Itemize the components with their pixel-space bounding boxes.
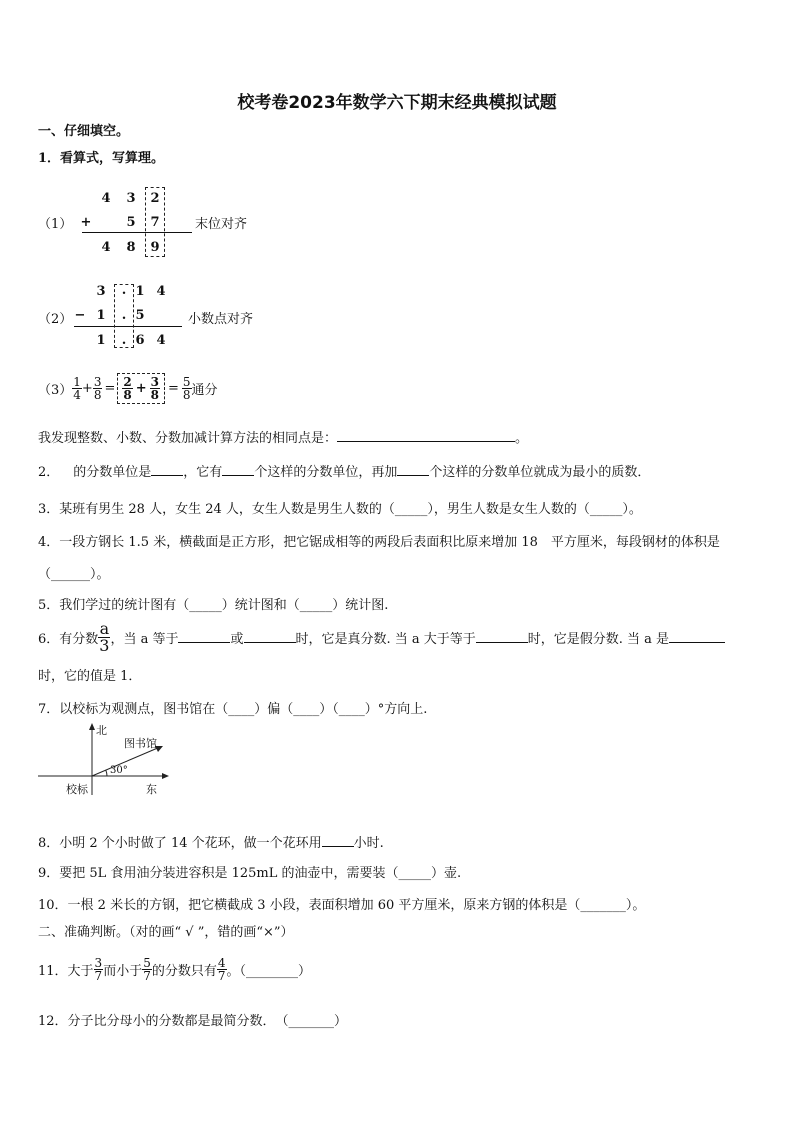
alignment-box — [145, 187, 165, 257]
common-denominator-box — [117, 373, 165, 404]
alignment-box — [114, 284, 134, 348]
digit: 4 — [156, 333, 166, 348]
digit: 5 — [126, 215, 136, 230]
summary-text: 我发现整数、小数、分数加减计算方法的相同点是： — [38, 431, 338, 446]
q6-text: 时，它是真分数. 当 a 大于等于 — [295, 631, 476, 647]
answer-blank[interactable] — [222, 464, 254, 476]
q2-text: 的分数单位是 — [73, 465, 152, 480]
question-3: 3．某班有男生 28 人，女生 24 人，女生人数是男生人数的（_____），男生人数是女生人数的（_____）。 — [38, 502, 642, 517]
answer-blank[interactable] — [178, 631, 230, 643]
method-note: 小数点对齐 — [188, 312, 254, 327]
origin-label: 校标 — [66, 783, 88, 796]
question-4-line-1: 4．一段方钢长 1.5 米，横截面是正方形，把它锯成相等的两段后表面积比原来增加 18 平方厘米，每段钢材的体积是 — [38, 535, 720, 550]
answer-blank[interactable] — [669, 631, 725, 643]
question-1-label: 1．看算式，写算理。 — [38, 151, 165, 166]
q6-text: 时，它是假分数. 当 a 是 — [527, 631, 670, 647]
digit: 8 — [126, 240, 136, 255]
digit: 4 — [156, 284, 166, 299]
page-title: 校考卷2023年数学六下期末经典模拟试题 — [237, 93, 557, 113]
summary-end: 。 — [515, 431, 529, 446]
question-6 — [38, 618, 725, 655]
digit: 7 — [150, 215, 160, 230]
plus-sign: + — [81, 380, 93, 396]
answer-blank[interactable] — [244, 631, 296, 643]
answer-blank[interactable] — [151, 464, 183, 476]
digit: 1 — [96, 308, 106, 323]
problem-1-3 — [38, 368, 218, 408]
problem-number: （1） — [38, 217, 73, 232]
answer-blank[interactable] — [322, 835, 354, 847]
plus-sign: + — [80, 215, 92, 230]
decimal-point: . — [121, 283, 127, 298]
fraction: $\frac{1}{4}$ — [73, 374, 81, 402]
answer-blank[interactable] — [397, 464, 429, 476]
method-note: 末位对齐 — [195, 217, 248, 232]
section-1-heading: 一、仔细填空。 — [38, 124, 130, 139]
q11-text: 11．大于 — [38, 963, 94, 979]
method-note: 通分 — [191, 382, 218, 398]
section-2-heading: 二、准确判断。（对的画“ √ ”，错的画“×”） — [38, 925, 294, 940]
sum-line — [82, 232, 192, 233]
library-label: 图书馆 — [124, 737, 157, 750]
q2-text: 个这样的分数单位，再加 — [254, 465, 398, 480]
fraction: $\frac{5}{7}$ — [143, 955, 151, 983]
question-9: 9．要把 5L 食用油分装进容积是 125mL 的油壶中，需要装（_____）壶. — [38, 866, 462, 881]
plus-sign: + — [135, 380, 147, 396]
answer-blank[interactable] — [476, 631, 528, 643]
question-10: 10．一根 2 米长的方钢，把它横截成 3 小段，表面积增加 60 平方厘米，原来方钢的体积是（_______）。 — [38, 898, 646, 913]
question-6-line-2: 时，它的值是 1． — [38, 669, 142, 684]
q6-text: ，当 a 等于 — [110, 631, 179, 647]
equals-sign: = — [104, 380, 116, 396]
question-4-line-2: （______）。 — [38, 567, 110, 582]
q2-text: 个这样的分数单位就成为最小的质数． — [429, 465, 651, 480]
decimal-point: . — [121, 333, 127, 348]
fraction: $\frac{3}{8}$ — [150, 374, 159, 402]
east-label: 东 — [146, 783, 157, 796]
question-8 — [38, 832, 384, 851]
digit: 6 — [135, 333, 145, 348]
fraction: $\frac{4}{7}$ — [217, 955, 226, 983]
fraction: $\frac{3}{7}$ — [94, 955, 103, 983]
decimal-point: . — [121, 308, 127, 323]
question-2 — [38, 461, 650, 480]
q8-text: 8．小明 2 个小时做了 14 个花环，做一个花环用 — [38, 836, 322, 851]
digit: 5 — [135, 308, 145, 323]
fraction: $\frac{a}{3}$ — [99, 618, 110, 655]
fraction: $\frac{3}{8}$ — [93, 374, 102, 402]
north-label: 北 — [96, 724, 107, 737]
problem-number: （3） — [38, 382, 73, 398]
problem-number: （2） — [38, 312, 73, 327]
question-7: 7．以校标为观测点，图书馆在（____）偏（____）（____）°方向上. — [38, 702, 428, 717]
fraction: $\frac{2}{8}$ — [123, 374, 132, 402]
equals-sign: = — [168, 380, 179, 396]
fraction: $\frac{5}{8}$ — [182, 374, 191, 402]
minus-sign: − — [74, 308, 86, 323]
q6-text: 6．有分数 — [38, 631, 99, 647]
question-5: 5．我们学过的统计图有（_____）统计图和（_____）统计图. — [38, 598, 389, 613]
q2-text: ，它有 — [183, 465, 223, 480]
summary-line — [38, 427, 528, 446]
digit: 3 — [126, 191, 136, 206]
q11-text: 而小于 — [103, 963, 143, 979]
digit: 4 — [101, 240, 111, 255]
q6-text: 或 — [230, 631, 244, 647]
q11-text: 的分数只有 — [151, 963, 217, 979]
q2-number: 2． — [38, 465, 60, 480]
q8-text: 小时. — [353, 836, 384, 851]
digit: 3 — [96, 284, 106, 299]
angle-label: 30° — [110, 765, 128, 776]
digit: 2 — [150, 191, 160, 206]
question-11 — [38, 951, 311, 987]
q11-text: 。（________） — [226, 963, 312, 979]
answer-blank[interactable] — [337, 430, 515, 442]
digit: 4 — [101, 191, 111, 206]
digit: 1 — [135, 284, 145, 299]
question-12: 12．分子比分母小的分数都是最简分数． （_______） — [38, 1014, 348, 1029]
digit: 9 — [150, 240, 160, 255]
digit: 1 — [96, 333, 106, 348]
